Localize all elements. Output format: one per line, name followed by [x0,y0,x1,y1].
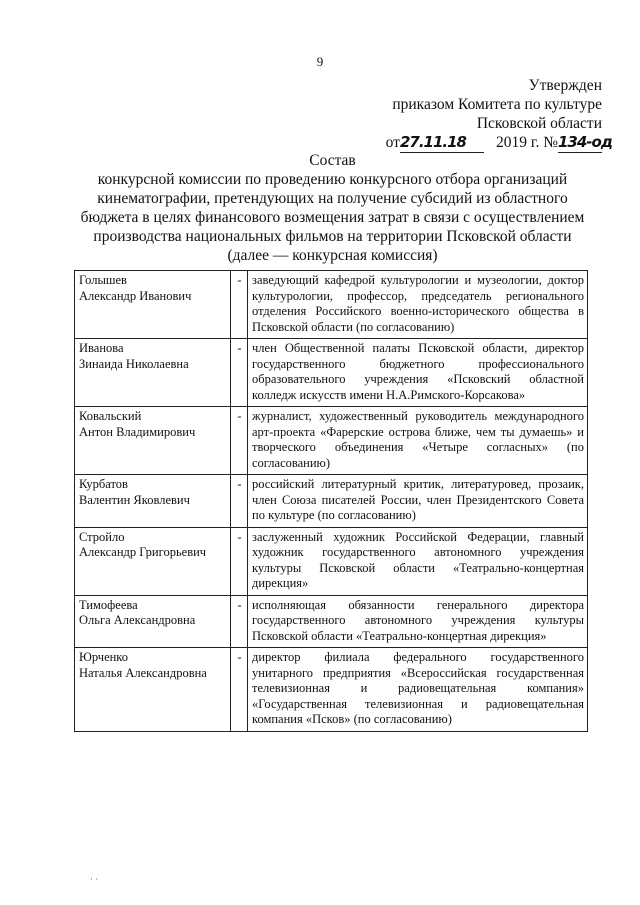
dash-separator: - [231,595,248,648]
page-number: 9 [316,54,324,69]
approval-date-line [385,133,612,153]
member-surname: Юрченко [79,650,128,664]
heading-line: производства национальных фильмов на территории Псковской области [93,228,572,245]
heading-line: бюджета в целях финансового возмещения затрат в связи с осуществлением [80,209,585,226]
member-name [75,648,231,732]
approval-title: Утвержден [528,77,602,94]
handwritten-number: 134-од [558,133,612,151]
member-name [75,475,231,528]
member-surname: Ковальский [79,409,142,423]
member-given-name: Зинаида Николаевна [79,356,189,371]
member-role: исполняющая обязанности генерального директора государственного автономного учреждения культуры Псковской области «Театрально-концертная дирекция» [248,595,588,648]
dash-separator: - [231,271,248,339]
dash-separator: - [231,339,248,407]
table-row [75,595,588,648]
member-surname: Стройло [79,529,125,544]
dash-separator: - [231,407,248,475]
member-surname: Голышев [79,273,127,287]
heading-title: Состав [309,152,356,169]
member-surname: Иванова [79,341,124,355]
table-row [75,339,588,407]
heading-line: конкурсной комиссии по проведению конкурсного отбора организаций [97,171,568,188]
member-given-name: Антон Владимирович [79,424,196,439]
approval-block [385,76,612,153]
year-text: 2019 г. № [495,134,558,151]
member-role: журналист, художественный руководитель международного арт-проекта «Фарерские острова ближе, чем ты думаешь» и творческого объединения «Четыре согласных» (по согласованию) [248,407,588,475]
member-surname: Курбатов [79,477,128,491]
member-given-name: Наталья Александровна [79,665,207,680]
heading-line: (далее — конкурсная комиссия) [227,247,438,264]
members-table [74,270,588,732]
member-role: заведующий кафедрой культурологии и музеологии, доктор культурологии, профессор, председатель регионального отделения Российского военно-исторического общества в Псковской области (по согласованию) [248,271,588,339]
member-name [75,271,231,339]
document-heading [60,151,605,265]
dash-separator: - [231,648,248,732]
member-name [75,595,231,648]
member-role: российский литературный критик, литературовед, прозаик, член Союза писателей России, член Президентского Совета по культуре (по согласованию) [248,475,588,528]
scan-speck: · · [90,874,99,884]
date-prefix: от [385,134,400,151]
handwritten-date: 27.11.18 [399,133,466,151]
member-given-name: Александр Григорьевич [79,545,207,559]
member-name [75,339,231,407]
member-role: заслуженный художник Российской Федерации, главный художник государственного автономного учреждения культуры Псковской области «Театрально-концертная дирекция» [248,527,588,595]
member-given-name: Валентин Яковлевич [79,492,190,507]
dash-separator: - [231,475,248,528]
table-row [75,475,588,528]
member-role: член Общественной палаты Псковской области, директор государственного бюджетного профессионального образовательного учреждения «Псковский областной колледж искусств имени Н.А.Римского-Корсакова» [248,339,588,407]
member-given-name: Ольга Александровна [79,613,196,627]
member-given-name: Александр Иванович [79,288,192,303]
member-name [75,407,231,475]
member-role: директор филиала федерального государственного унитарного предприятия «Всероссийская государственная телевизионная и радиовещательная компания» «Государственная телевизионная и радиовещательная компания «Псков» (по согласованию) [248,648,588,732]
table-row [75,271,588,339]
heading-line: кинематографии, претендующих на получение субсидий из областного [97,190,568,207]
approval-region: Псковской области [476,115,602,132]
dash-separator: - [231,527,248,595]
table-row [75,407,588,475]
table-row [75,648,588,732]
member-name [75,527,231,595]
member-surname: Тимофеева [79,597,138,612]
table-row [75,527,588,595]
approval-order: приказом Комитета по культуре [392,96,602,113]
